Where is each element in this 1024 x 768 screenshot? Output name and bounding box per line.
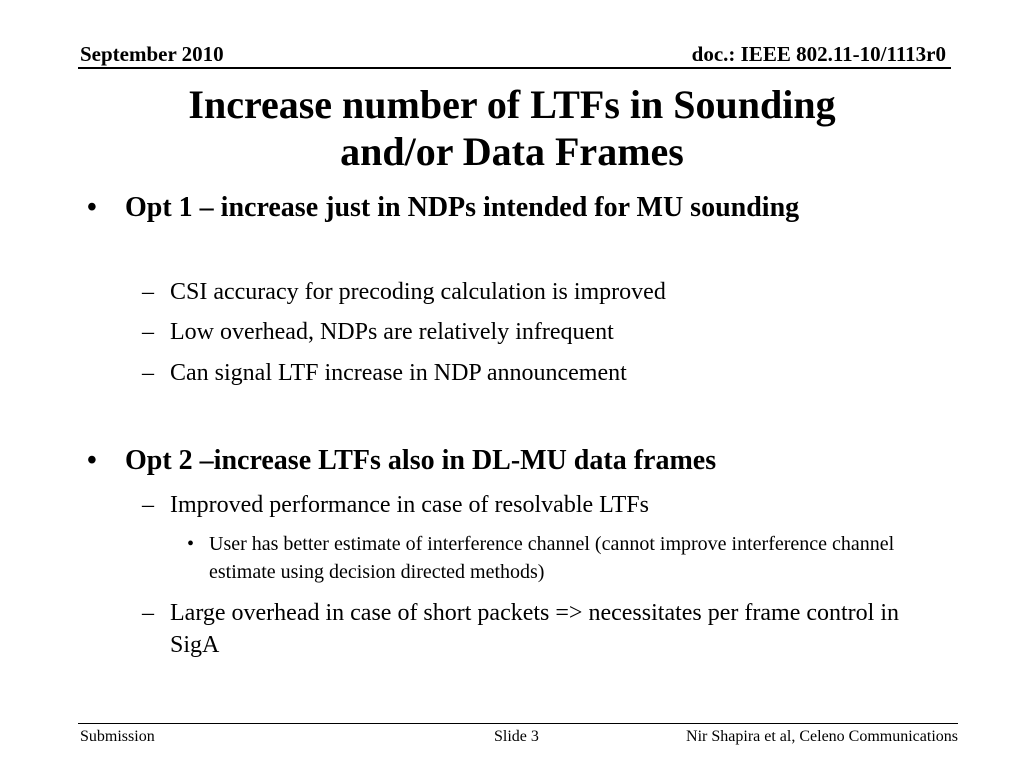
bullet-text: Opt 2 –increase LTFs also in DL-MU data frames [125,445,717,476]
footer-divider [78,723,958,724]
sub-bullet [142,316,614,348]
sub-bullet-marker: – [142,492,154,518]
sub-bullet [142,489,649,521]
slide-title-line-2: and/or Data Frames [340,129,684,174]
sub-bullet-text: Can signal LTF increase in NDP announcement [170,360,627,386]
header-divider [78,67,951,69]
sub-bullet-text: Low overhead, NDPs are relatively infrequent [170,319,614,345]
sub-bullet [142,357,627,389]
footer-slide-number: Slide 3 [494,728,539,745]
header-date: September 2010 [80,42,224,66]
bullet-marker: • [87,192,97,223]
sub-bullet-marker: – [142,600,154,626]
sub-bullet-marker: – [142,279,154,305]
sub-bullet [142,597,930,661]
slide-title [80,81,944,175]
sub-bullet-text: Improved performance in case of resolvable LTFs [170,492,649,518]
bullet-opt-1 [87,189,845,226]
sub-bullet-marker: – [142,319,154,345]
footer-submission: Submission [80,728,155,745]
slide-title-line-1: Increase number of LTFs in Sounding [188,82,836,127]
sub-sub-bullet [187,530,899,586]
sub-bullet-text: CSI accuracy for precoding calculation is improved [170,279,666,305]
sub-sub-bullet-marker: • [187,533,195,555]
footer-author: Nir Shapira et al, Celeno Communications [686,728,958,745]
bullet-opt-2 [87,442,925,479]
bullet-text: Opt 1 – increase just in NDPs intended for MU sounding [125,192,800,223]
sub-bullet-marker: – [142,360,154,386]
bullet-marker: • [87,445,97,476]
header-doc-id: doc.: IEEE 802.11-10/1113r0 [691,42,946,66]
sub-bullet [142,276,666,308]
sub-bullet-text: Large overhead in case of short packets => necessitates per frame control in SigA [170,600,899,658]
sub-sub-bullet-text: User has better estimate of interference channel (cannot improve interference channel estimate using decision directed methods) [209,533,895,583]
